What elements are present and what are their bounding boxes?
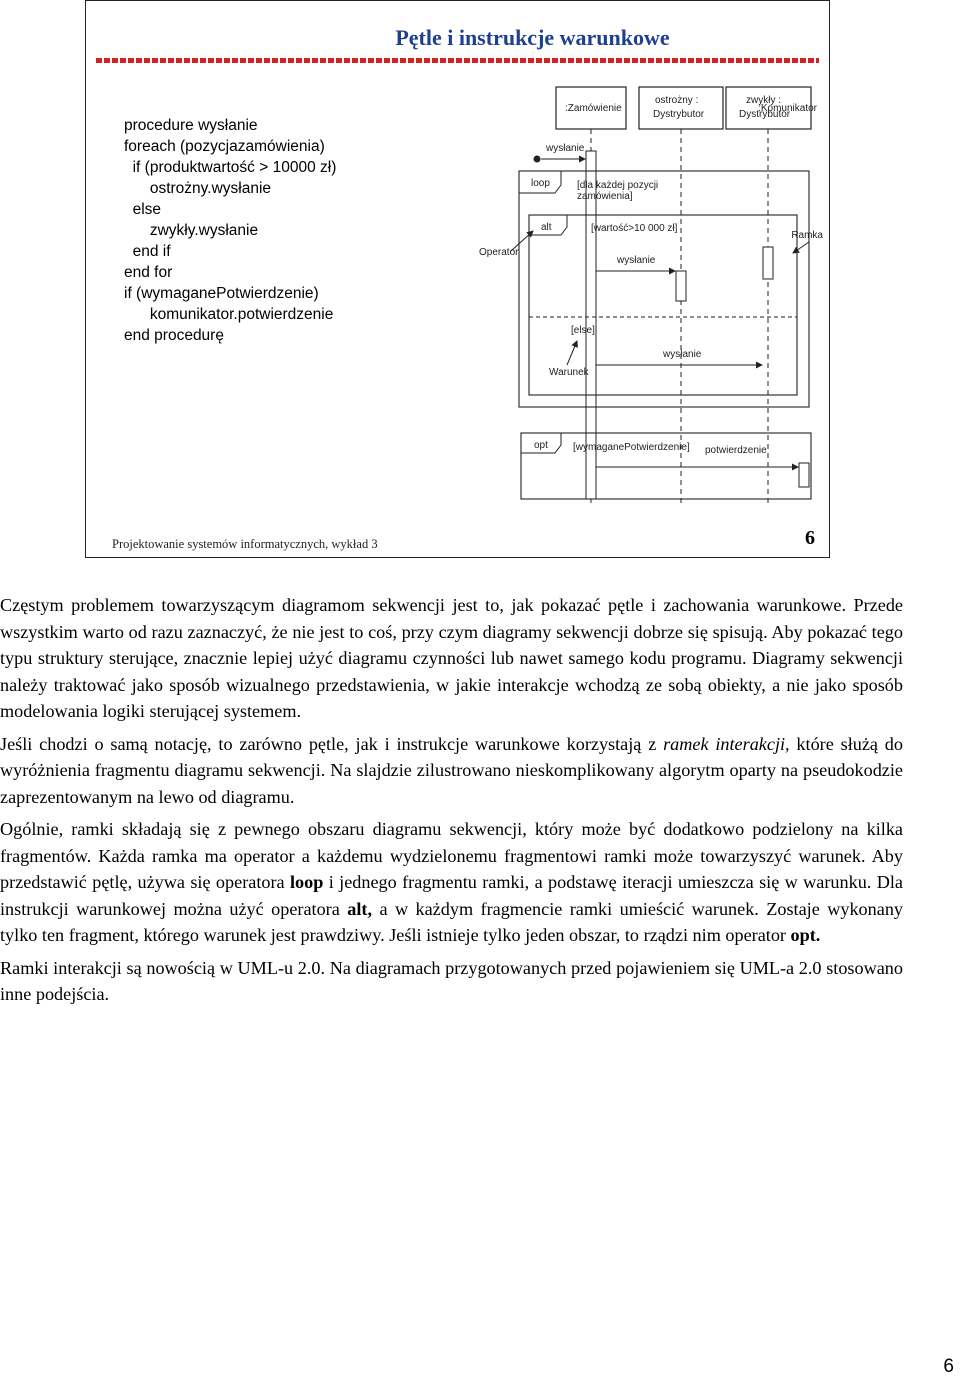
paragraph-3-part-b: i jednego fragmentu ramki, a podstawę iteracji umieszcza się w warunku. Dla instrukcji warunkowej można użyć operatora: [0, 872, 903, 919]
pseudocode-line: end procedurę: [124, 327, 224, 344]
operator-loop: loop: [289, 872, 324, 892]
paragraph-1: [0, 592, 903, 725]
callout-ramka-pointer: [793, 242, 809, 253]
lifeline-label-zwykly: zwykły :: [746, 95, 781, 106]
title-divider: [96, 58, 819, 63]
pseudocode-line: else: [124, 201, 162, 218]
message-label-wyslanie-ostrozny: wysłanie: [617, 255, 656, 266]
slide-footer: Projektowanie systemów informatycznych, wykład 3: [112, 537, 378, 551]
alt-guard-else: [else]: [571, 325, 595, 336]
opt-operator: opt: [534, 440, 548, 451]
alt-operator: alt: [541, 222, 552, 233]
paragraph-2-part-b: które służą do wyróżnienia fragmentu diagramu sekwencji. Na slajdzie zilustrowano nieskomplikowany algorytm oparty na pseudokodzie zaprezentowanym na lewo od diagramu.: [0, 733, 903, 807]
paragraph-3: [0, 816, 903, 949]
pseudocode-line: if (produktwartość > 10000 zł): [124, 159, 337, 176]
callout-ramka: Ramka: [791, 230, 823, 241]
lifeline-box-ostrozny: [639, 87, 723, 129]
paragraph-1-part-b: Diagramy sekwencji należy traktować jako sposób wizualnego przedstawienia, w jakie interakcje wchodzą ze sobą obiekty, a nie jako sposób modelowania logiki sterującej systemem.: [0, 648, 903, 721]
activation-ostrozny: [676, 271, 686, 301]
pseudocode-block: [124, 115, 336, 346]
lifeline-label-komunikator: :Komunikator: [758, 103, 817, 114]
lifeline-label-dystrybutor-2: Dystrybutor: [739, 109, 791, 120]
loop-operator: loop: [531, 178, 550, 189]
operator-alt: alt,: [347, 898, 373, 919]
lifeline-label-ostrozny: ostrożny :: [655, 95, 699, 106]
pseudocode-line: procedure wysłanie: [124, 117, 258, 134]
body-text: [0, 592, 903, 1014]
activation-komunikator: [799, 463, 809, 487]
message-label-wyslanie: wysłanie: [546, 143, 585, 154]
callout-warunek-pointer: [567, 341, 577, 365]
pseudocode-line: end if: [124, 243, 171, 260]
callout-warunek: Warunek: [549, 367, 589, 378]
pseudocode-line: end for: [124, 264, 173, 281]
pseudocode-line: foreach (pozycjazamówienia): [124, 138, 325, 155]
paragraph-2-part-a: Jeśli chodzi o samą notację, to zarówno pętle, jak i instrukcje warunkowe korzystają z: [0, 733, 664, 754]
opt-guard: [wymaganePotwierdzenie]: [573, 442, 690, 453]
alt-guard-if: [wartość>10 000 zł]: [591, 223, 678, 234]
lifeline-label-dystrybutor-1: Dystrybutor: [653, 109, 705, 120]
callout-operator-pointer: [511, 231, 533, 251]
activation-zwykly: [763, 247, 773, 279]
slide-number: 6: [805, 527, 815, 549]
paragraph-3-part-c: a w każdym fragmencie ramki umieścić warunek. Zostaje wykonany tylko ten fragment, którego warunek jest prawdziwy. Jeśli istnieje tylko jeden obszar, to rządzi nim operator: [0, 898, 904, 945]
pseudocode-line: komunikator.potwierdzenie: [124, 306, 334, 323]
found-message-dot: [534, 156, 541, 163]
paragraph-2: [0, 731, 903, 811]
slide-title: Pętle i instrukcje warunkowe: [395, 25, 670, 50]
pseudocode-line: if (wymaganePotwierdzenie): [124, 285, 319, 302]
lifeline-label-zamowienie: :Zamówienie: [565, 103, 622, 114]
page-number: 6: [943, 1356, 954, 1377]
loop-guard-1: [dla każdej pozycji: [577, 180, 659, 191]
paragraph-3-part-a: Ogólnie, ramki składają się z pewnego obszaru diagramu sekwencji, który może być dodatkowo podzielony na kilka fragmentów. Każda ramka ma operator a każdemu wydzielonemu fragmentowi ramki może towarzyszyć warunek. Aby przedstawić pętlę, używa się operatora: [0, 819, 903, 892]
paragraph-1-part-a: Częstym problemem towarzyszącym diagramom sekwencji jest to, jak pokazać pętle i zachowania warunkowe. Przede wszystkim warto od razu zaznaczyć, że nie jest to coś, przy czym diagramy sekwencji dobrze się spisują. Aby pokazać tego typu struktury sterujące, znacznie lepiej użyć diagramu czynności lub nawet samego kodu programu.: [0, 595, 903, 668]
message-label-wyslanie-zwykly: wysłanie: [663, 349, 702, 360]
pseudocode-line: zwykły.wysłanie: [124, 222, 259, 239]
pseudocode-line: ostrożny.wysłanie: [124, 180, 272, 197]
callout-operator: Operator: [479, 247, 519, 258]
paragraph-2-emphasis: ramek interakcji,: [663, 733, 790, 754]
slide: [85, 0, 830, 558]
message-label-potwierdzenie: potwierdzenie: [705, 445, 767, 456]
paragraph-4: Ramki interakcji są nowością w UML-u 2.0. Na diagramach przygotowanych przed pojawieniem się UML-a 2.0 stosowano inne podejścia.: [0, 957, 903, 1004]
operator-opt: opt.: [790, 925, 821, 945]
loop-guard-2: zamówienia]: [577, 191, 633, 202]
sequence-diagram: [391, 75, 823, 515]
